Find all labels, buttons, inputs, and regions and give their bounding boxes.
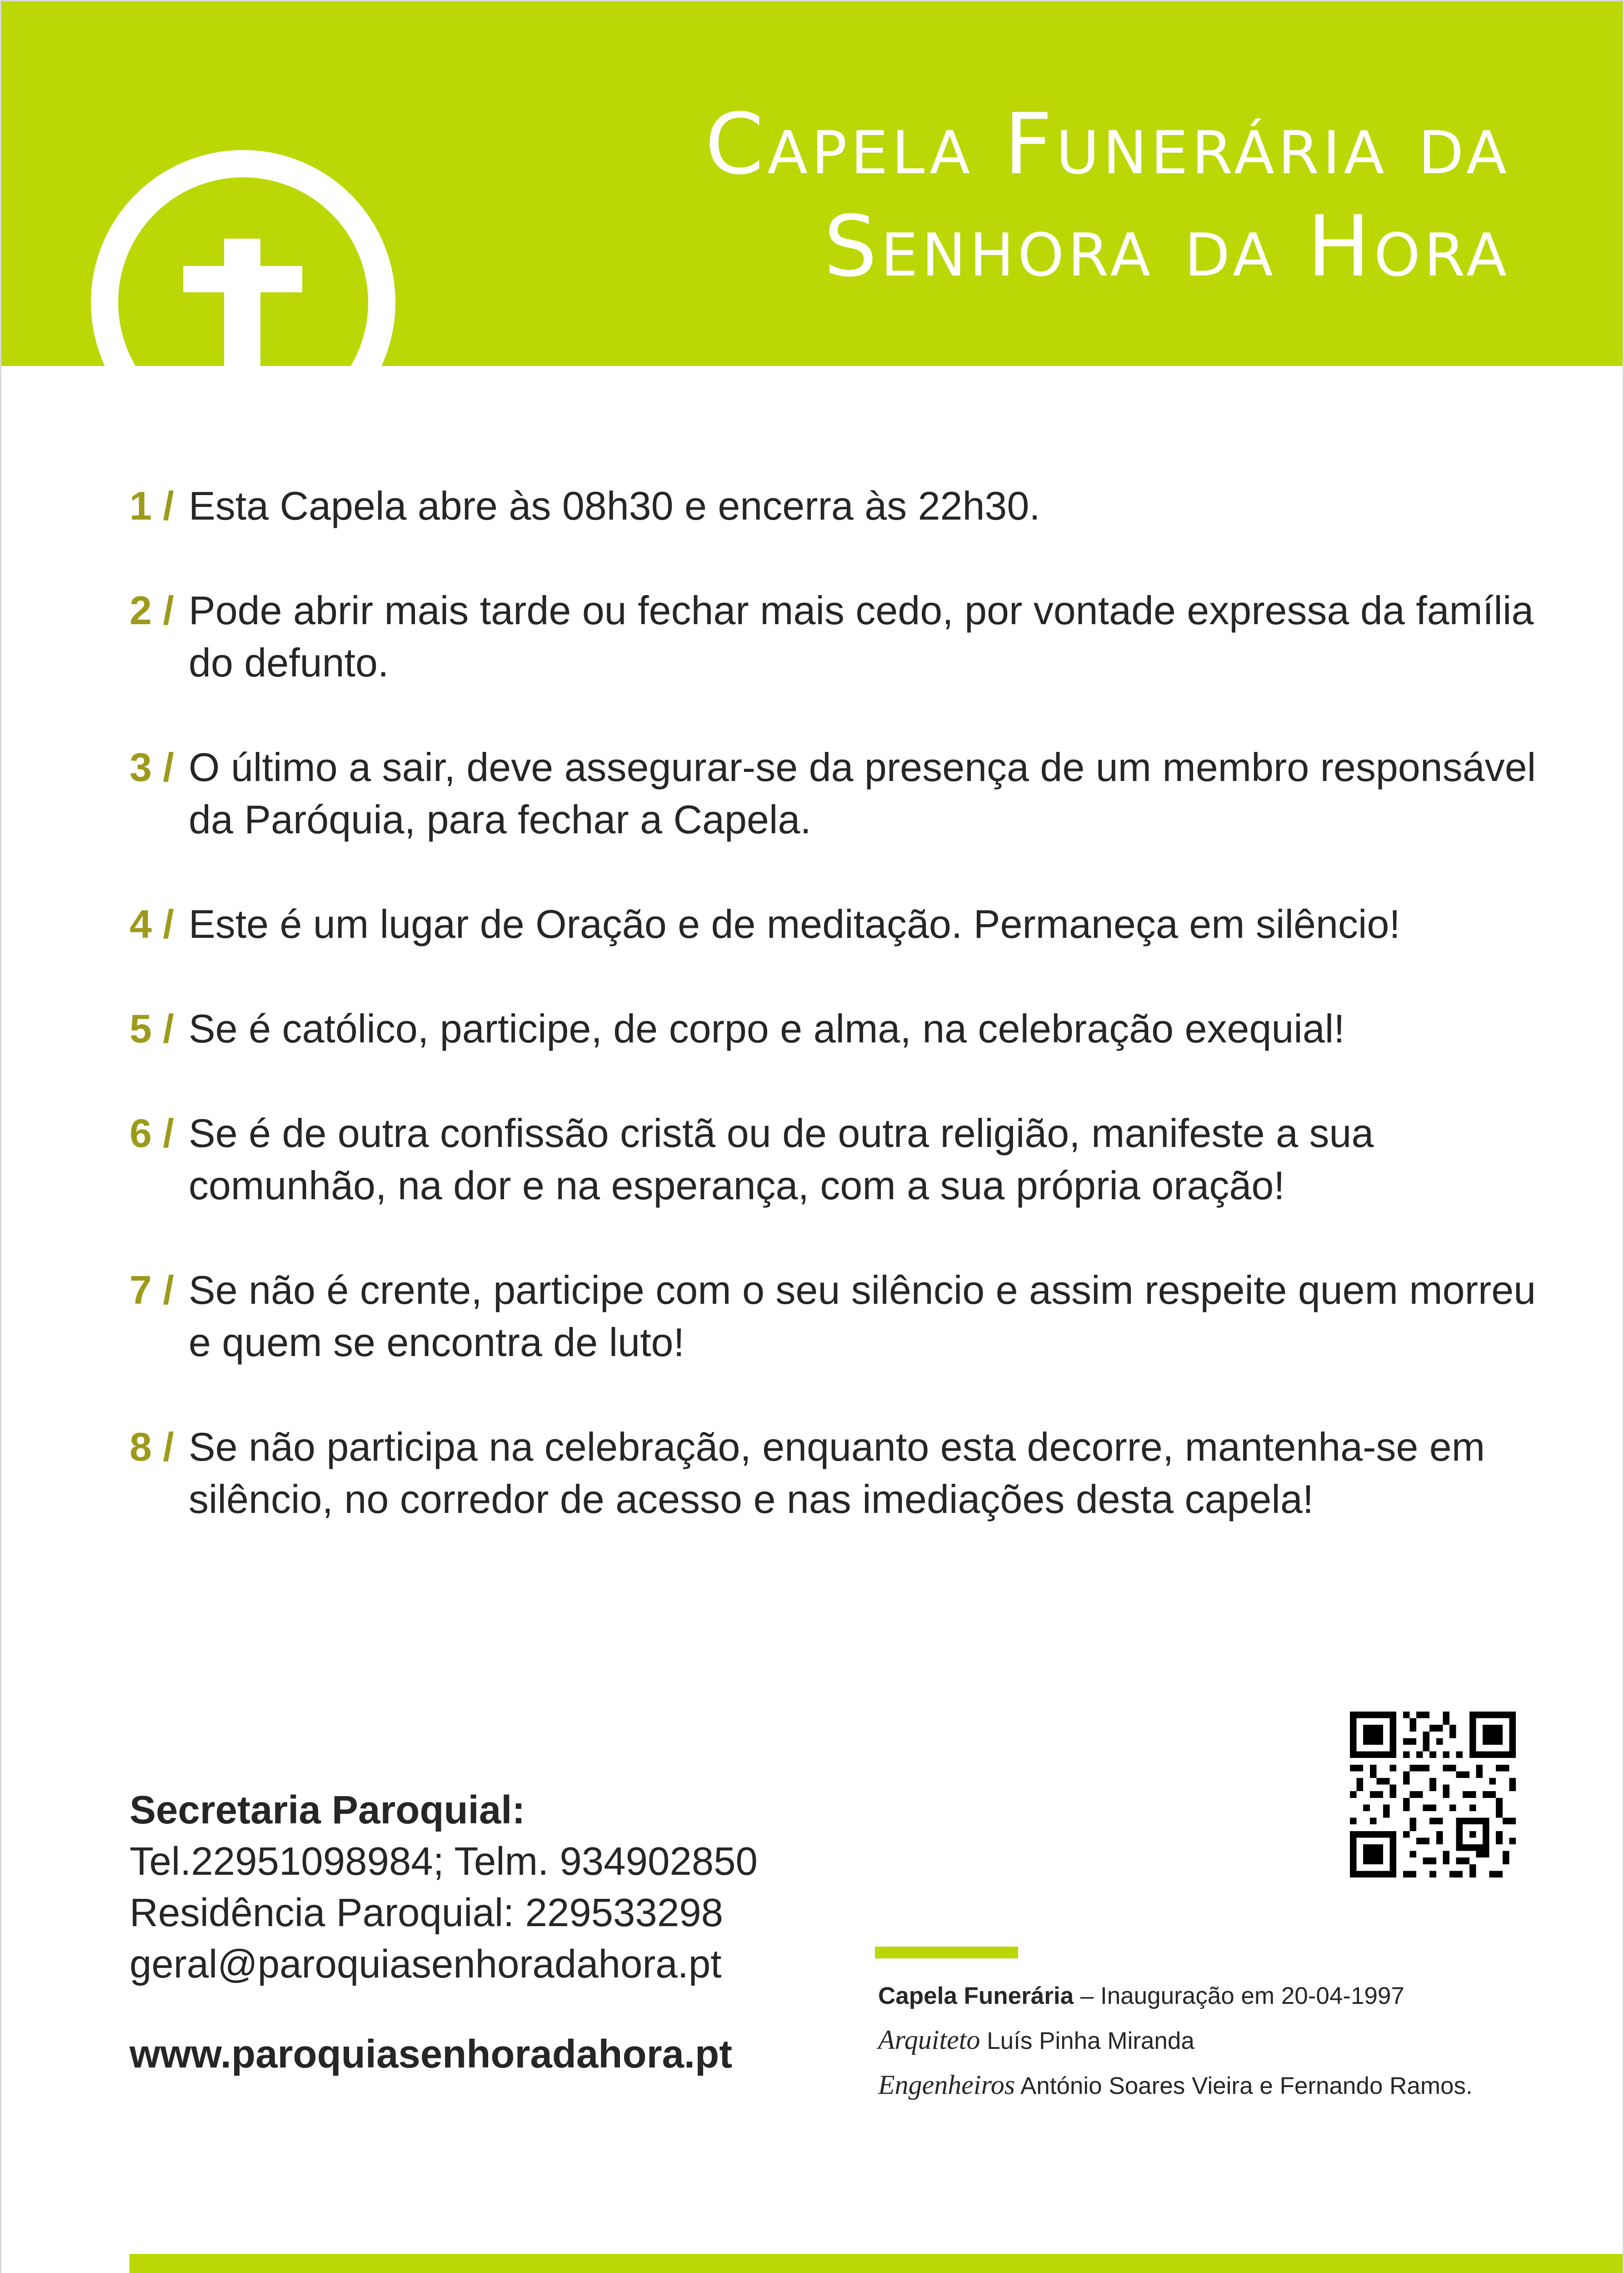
inauguration-text: – Inauguração em 20-04-1997 bbox=[1080, 1983, 1404, 2009]
rule-item bbox=[130, 1421, 1539, 1525]
rule-number: 4 / bbox=[130, 901, 174, 946]
phone-numbers: Tel.22951098984; Telm. 934902850 bbox=[130, 1839, 758, 1883]
rule-text: Este é um lugar de Oração e de meditação. Permaneça em silêncio! bbox=[189, 901, 1400, 946]
architect-name: Luís Pinha Miranda bbox=[987, 2028, 1194, 2054]
rule-item bbox=[130, 1107, 1539, 1212]
rule-item bbox=[130, 1264, 1539, 1368]
credit-inauguration bbox=[878, 1974, 1605, 2018]
title-line-1: Capela Funerária da bbox=[705, 95, 1510, 193]
rule-number: 7 / bbox=[130, 1267, 174, 1312]
credit-engineers bbox=[878, 2063, 1605, 2108]
rule-item bbox=[130, 480, 1539, 532]
credit-architect bbox=[878, 2018, 1605, 2063]
engineers-label: Engenheiros bbox=[878, 2070, 1015, 2100]
accent-bar bbox=[875, 1947, 1018, 1958]
architect-label: Arquiteto bbox=[878, 2025, 980, 2055]
residence-phone: Residência Paroquial: 229533298 bbox=[130, 1891, 723, 1935]
rule-text: Se não é crente, participe com o seu silêncio e assim respeite quem morreu e quem se encontra de luto! bbox=[189, 1267, 1536, 1365]
contact-block bbox=[130, 1784, 902, 2080]
rule-item bbox=[130, 741, 1539, 846]
rule-text: Se não participa na celebração, enquanto esta decorre, mantenha-se em silêncio, no corredor de acesso e nas imediações desta capela! bbox=[189, 1424, 1485, 1522]
footer-bar bbox=[130, 2254, 1624, 2273]
rules-list bbox=[130, 480, 1539, 1577]
circle-cross-icon bbox=[0, 0, 455, 366]
rule-text: Esta Capela abre às 08h30 e encerra às 22h30. bbox=[189, 483, 1040, 528]
header-banner bbox=[0, 0, 1624, 366]
credits-block bbox=[878, 1974, 1605, 2108]
rule-number: 3 / bbox=[130, 745, 174, 790]
rule-item bbox=[130, 584, 1539, 689]
website-url: www.paroquiasenhoradahora.pt bbox=[130, 2032, 733, 2076]
rule-number: 6 / bbox=[130, 1111, 174, 1156]
rule-text: Pode abrir mais tarde ou fechar mais cedo, por vontade expressa da família do defunto. bbox=[189, 588, 1534, 685]
rule-number: 2 / bbox=[130, 588, 174, 633]
email-address: geral@paroquiasenhoradahora.pt bbox=[130, 1942, 722, 1986]
chapel-label: Capela Funerária bbox=[878, 1983, 1074, 2009]
rule-number: 8 / bbox=[130, 1424, 174, 1469]
rule-number: 1 / bbox=[130, 483, 174, 528]
page-title bbox=[705, 93, 1510, 298]
qr-code-icon bbox=[1350, 1712, 1516, 1877]
engineers-names: António Soares Vieira e Fernando Ramos. bbox=[1020, 2073, 1473, 2099]
rule-item bbox=[130, 1002, 1539, 1055]
rule-text: Se é de outra confissão cristã ou de outra religião, manifeste a sua comunhão, na dor e na esperança, com a sua própria oração! bbox=[189, 1111, 1374, 1208]
rule-item bbox=[130, 898, 1539, 950]
contact-heading: Secretaria Paroquial: bbox=[130, 1788, 525, 1832]
rule-text: Se é católico, participe, de corpo e alma, na celebração exequial! bbox=[189, 1006, 1345, 1051]
rule-number: 5 / bbox=[130, 1006, 174, 1051]
title-line-2: Senhora da Hora bbox=[824, 197, 1510, 295]
rule-text: O último a sair, deve assegurar-se da presença de um membro responsável da Paróquia, para fechar a Capela. bbox=[189, 745, 1536, 842]
